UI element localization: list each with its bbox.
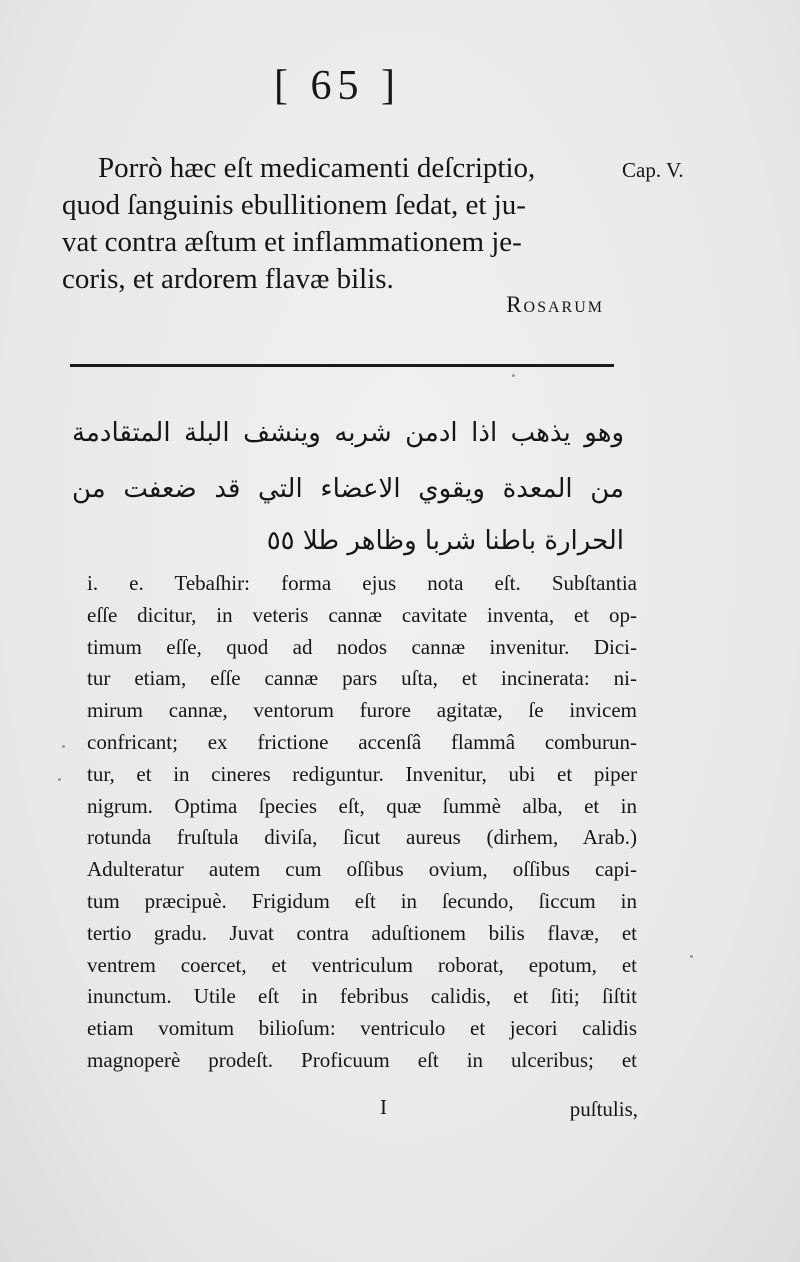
horizontal-rule	[70, 364, 614, 367]
body-line: magnoperè prodeſt. Proficuum eſt in ulceribus; et	[87, 1047, 637, 1072]
paper-speck	[512, 374, 515, 377]
catchword-bottom: puſtulis,	[569, 1097, 638, 1121]
intro-line: quod ſanguinis ebullitionem ſedat, et ju-	[62, 189, 526, 221]
arabic-line: من المعدة ويقوي الاعضاء التي قد ضعفت من	[72, 474, 624, 504]
body-line: inunctum. Utile eſt in febribus calidis, et ſiti; ſiſtit	[87, 984, 637, 1009]
body-line: Adulteratur autem cum oſſibus ovium, oſſibus capi-	[87, 857, 637, 882]
arabic-line: الحرارة باطنا شربا وظاهر طلا ٥٥	[266, 526, 624, 556]
arabic-line: وهو يذهب اذا ادمن شربه وينشف البلة المتقادمة	[72, 418, 624, 448]
body-line: etiam vomitum bilioſum: ventriculo et jecori calidis	[87, 1016, 637, 1041]
body-line: ventrem coercet, et ventriculum roborat, epotum, et	[87, 952, 637, 977]
chapter-side-note: Cap. V.	[622, 158, 684, 182]
body-line: tum præcipuè. Frigidum eſt in ſecundo, ſiccum in	[87, 888, 637, 913]
intro-line: Porrò hæc eſt medicamenti deſcriptio,	[98, 152, 536, 184]
body-line: nigrum. Optima ſpecies eſt, quæ ſummè alba, et in	[87, 793, 637, 818]
body-line: eſſe dicitur, in veteris cannæ cavitate inventa, et op-	[87, 602, 637, 627]
catchword-top: Rosarum	[506, 292, 604, 317]
body-line: timum eſſe, quod ad nodos cannæ invenitur. Dici-	[87, 634, 637, 659]
paper-speck	[62, 745, 65, 748]
paper-speck	[58, 778, 61, 781]
intro-paragraph	[62, 150, 712, 298]
body-paragraph	[87, 568, 637, 1077]
body-line: i. e. Tebaſhir: forma ejus nota eſt. Subſtantia	[87, 571, 637, 595]
body-line: confricant; ex frictione accenſâ flammâ comburun-	[87, 729, 637, 754]
body-line: tertio gradu. Juvat contra aduſtionem bilis flavæ, et	[87, 920, 637, 945]
body-line: mirum cannæ, ventorum furore agitatæ, ſe invicem	[87, 698, 637, 723]
intro-line: vat contra æſtum et inflammationem je-	[62, 226, 522, 258]
page-number: [ 65 ]	[274, 63, 401, 109]
signature-mark: I	[380, 1095, 387, 1119]
intro-line: coris, et ardorem flavæ bilis.	[62, 263, 394, 295]
body-line: tur etiam, eſſe cannæ pars uſta, et incinerata: ni-	[87, 666, 637, 691]
paper-speck	[690, 955, 693, 958]
body-line: tur, et in cineres rediguntur. Invenitur, ubi et piper	[87, 761, 637, 786]
body-line: rotunda fruſtula diviſa, ſicut aureus (dirhem, Arab.)	[87, 825, 637, 850]
